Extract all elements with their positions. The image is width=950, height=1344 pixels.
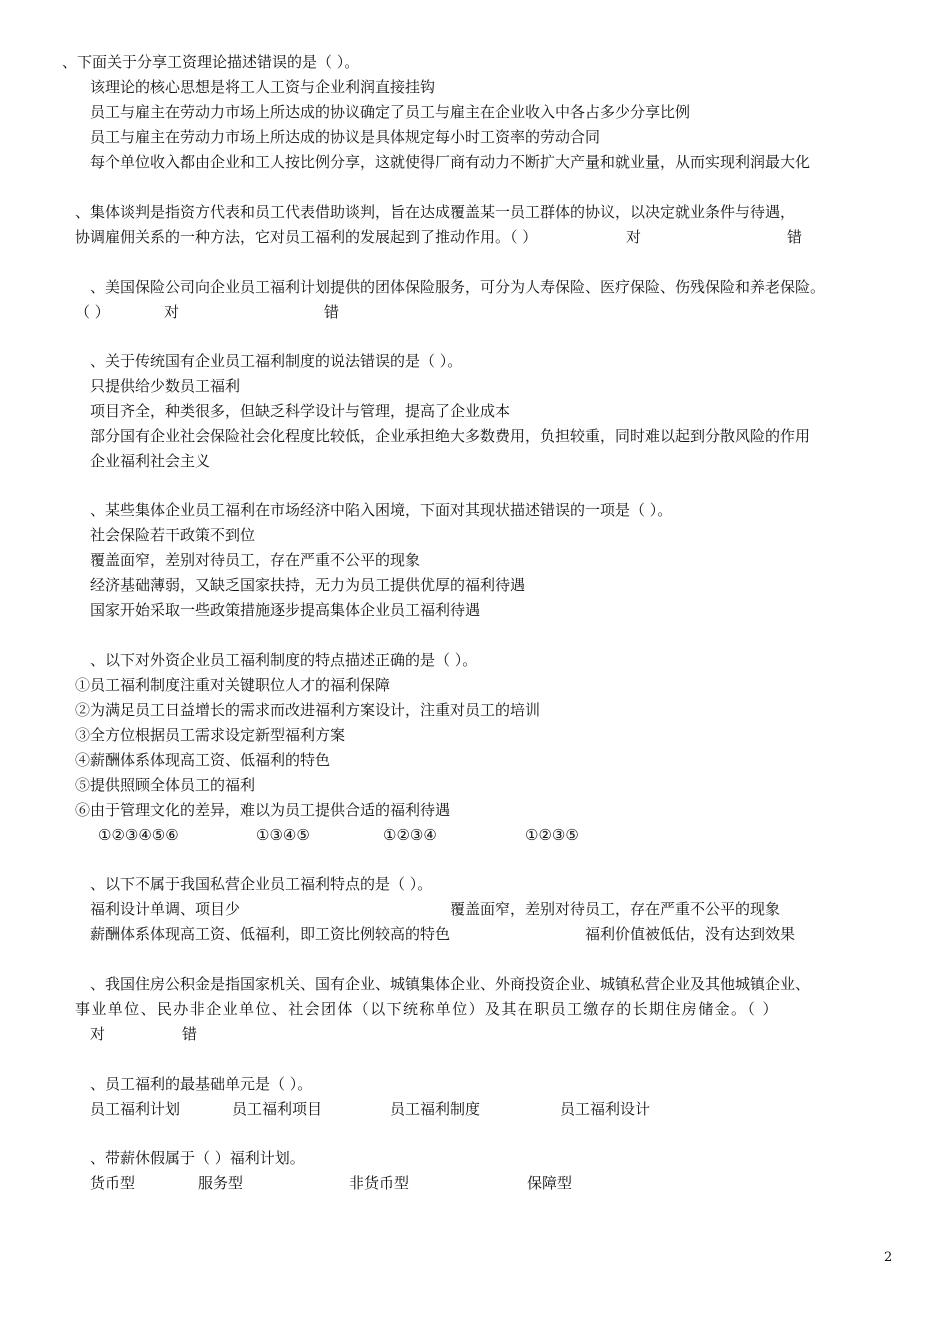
q7-option-b: 覆盖面窄，差别对待员工，存在严重不公平的现象 bbox=[450, 900, 781, 918]
q2-line1: 、集体谈判是指资方代表和员工代表借助谈判，旨在达成覆盖某一员工群体的协议，以决定就业条件与待遇， bbox=[75, 203, 796, 221]
q2-true: 对 bbox=[626, 228, 642, 246]
q4-option-b: 项目齐全，种类很多，但缺乏科学设计与管理，提高了企业成本 bbox=[90, 402, 511, 420]
q6-option-a: ①②③④⑤⑥ bbox=[98, 826, 179, 844]
q6-item-4: ④薪酬体系体现高工资、低福利的特色 bbox=[75, 751, 331, 769]
q9-stem: 、员工福利的最基础单元是（ ）。 bbox=[90, 1075, 313, 1093]
q8-line1: 、我国住房公积金是指国家机关、国有企业、城镇集体企业、外商投资企业、城镇私营企业及其他城镇企业、 bbox=[90, 975, 811, 993]
q5-option-d: 国家开始采取一些政策措施逐步提高集体企业员工福利待遇 bbox=[90, 601, 481, 619]
q9-option-b: 员工福利项目 bbox=[232, 1100, 323, 1118]
q4-stem: 、关于传统国有企业员工福利制度的说法错误的是（ ）。 bbox=[90, 352, 463, 370]
q7-option-a: 福利设计单调、项目少 bbox=[90, 900, 241, 918]
q8-false: 错 bbox=[182, 1025, 198, 1043]
q3-paren: （ ） bbox=[75, 303, 110, 321]
q3-line1: 、美国保险公司向企业员工福利计划提供的团体保险服务，可分为人寿保险、医疗保险、伤残保险和养老保险。 bbox=[90, 278, 826, 296]
q1-option-b: 员工与雇主在劳动力市场上所达成的协议确定了员工与雇主在企业收入中各占多少分享比例 bbox=[90, 103, 691, 121]
q9-option-c: 员工福利制度 bbox=[390, 1100, 481, 1118]
q4-option-c: 部分国有企业社会保险社会化程度比较低，企业承担绝大多数费用，负担较重，同时难以起到分散风险的作用 bbox=[90, 427, 811, 445]
q8-line2: 事业单位、民办非企业单位、社会团体（以下统称单位）及其在职员工缴存的长期住房储金。（ ） bbox=[75, 1000, 779, 1018]
q10-option-b: 服务型 bbox=[198, 1174, 244, 1192]
q6-option-d: ①②③⑤ bbox=[525, 826, 579, 844]
q7-stem: 、以下不属于我国私营企业员工福利特点的是（ ）。 bbox=[90, 875, 433, 893]
q6-option-c: ①②③④ bbox=[383, 826, 437, 844]
q3-false: 错 bbox=[324, 303, 340, 321]
q1-option-d: 每个单位收入都由企业和工人按比例分享，这就使得厂商有动力不断扩大产量和就业量，从而实现利润最大化 bbox=[90, 153, 811, 171]
q10-option-c: 非货币型 bbox=[349, 1174, 410, 1192]
q1-option-a: 该理论的核心思想是将工人工资与企业利润直接挂钩 bbox=[90, 78, 436, 96]
q6-item-5: ⑤提供照顾全体员工的福利 bbox=[75, 776, 256, 794]
q6-item-1: ①员工福利制度注重对关键职位人才的福利保障 bbox=[75, 676, 391, 694]
page-number: 2 bbox=[884, 1250, 893, 1265]
q4-option-d: 企业福利社会主义 bbox=[90, 452, 211, 470]
q5-stem: 、某些集体企业员工福利在市场经济中陷入困境，下面对其现状描述错误的一项是（ ）。 bbox=[90, 501, 673, 519]
q7-option-d: 福利价值被低估，没有达到效果 bbox=[585, 925, 796, 943]
q7-option-c: 薪酬体系体现高工资、低福利，即工资比例较高的特色 bbox=[90, 925, 451, 943]
q4-option-a: 只提供给少数员工福利 bbox=[90, 377, 241, 395]
q10-stem: 、带薪休假属于（ ）福利计划。 bbox=[90, 1149, 305, 1167]
q6-stem: 、以下对外资企业员工福利制度的特点描述正确的是（ ）。 bbox=[90, 651, 478, 669]
q1-option-c: 员工与雇主在劳动力市场上所达成的协议是具体规定每小时工资率的劳动合同 bbox=[90, 128, 601, 146]
q2-false: 错 bbox=[787, 228, 803, 246]
q5-option-c: 经济基础薄弱，又缺乏国家扶持，无力为员工提供优厚的福利待遇 bbox=[90, 576, 526, 594]
q6-option-b: ①③④⑤ bbox=[256, 826, 310, 844]
q6-item-3: ③全方位根据员工需求设定新型福利方案 bbox=[75, 726, 346, 744]
q6-item-6: ⑥由于管理文化的差异，难以为员工提供合适的福利待遇 bbox=[75, 801, 451, 819]
q3-true: 对 bbox=[164, 303, 180, 321]
q10-option-d: 保障型 bbox=[527, 1174, 573, 1192]
q1-stem: 、下面关于分享工资理论描述错误的是（ ）。 bbox=[62, 53, 360, 71]
q8-true: 对 bbox=[90, 1025, 106, 1043]
q5-option-b: 覆盖面窄，差别对待员工，存在严重不公平的现象 bbox=[90, 551, 421, 569]
q10-option-a: 货币型 bbox=[90, 1174, 136, 1192]
q2-line2: 协调雇佣关系的一种方法，它对员工福利的发展起到了推动作用。（ ） bbox=[75, 228, 538, 246]
q5-option-a: 社会保险若干政策不到位 bbox=[90, 526, 256, 544]
q9-option-d: 员工福利设计 bbox=[560, 1100, 651, 1118]
q9-option-a: 员工福利计划 bbox=[90, 1100, 181, 1118]
q6-item-2: ②为满足员工日益增长的需求而改进福利方案设计，注重对员工的培训 bbox=[75, 701, 541, 719]
